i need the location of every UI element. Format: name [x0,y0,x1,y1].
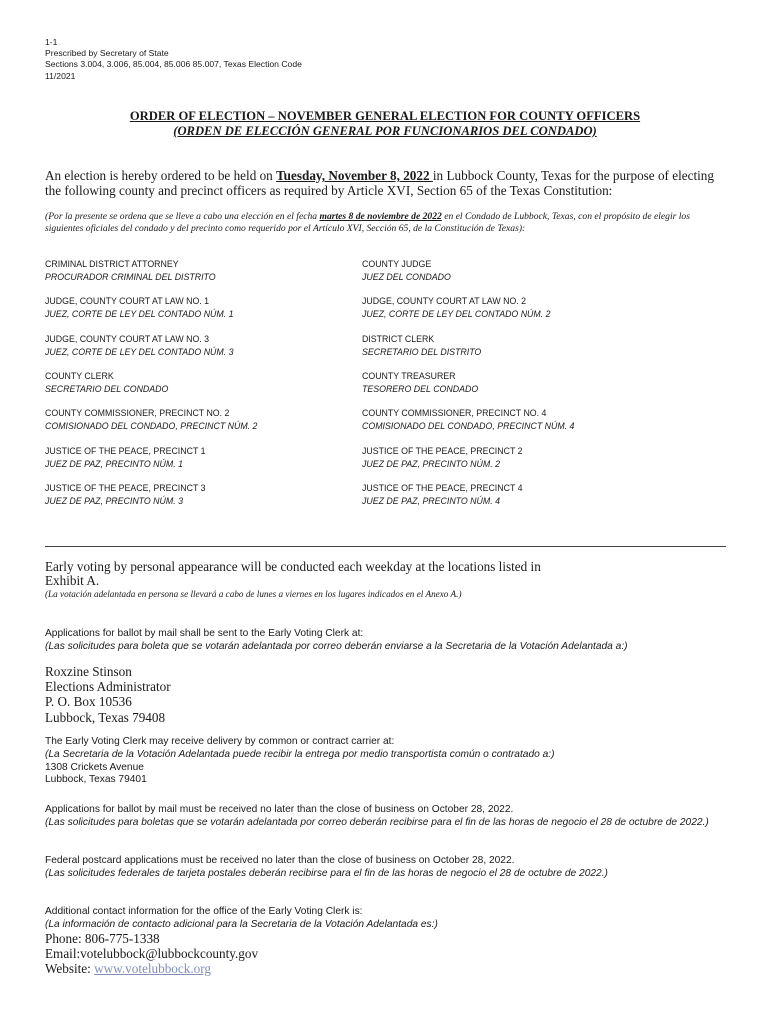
ballot-application-es: (Las solicitudes para boleta que se votarán adelantada por correo deberán enviarse a la Secretaria de la Votación Adelantada a:) [45,640,628,652]
po-box: P. O. Box 10536 [45,694,132,710]
office-item: COUNTY COMMISSIONER, PRECINCT NO. 2 COMISIONADO DEL CONDADO, PRECINCT NÚM. 2 [45,408,258,431]
election-date-spanish: martes 8 de noviembre de 2022 [319,211,442,222]
office-item: DISTRICT CLERK SECRETARIO DEL DISTRITO [362,334,482,357]
office-item: JUDGE, COUNTY COURT AT LAW NO. 1 JUEZ, CORTE DE LEY DEL CONTADO NÚM. 1 [45,296,234,319]
clerk-name: Roxzine Stinson [45,664,132,679]
office-item: JUDGE, COUNTY COURT AT LAW NO. 3 JUEZ, CORTE DE LEY DEL CONTADO NÚM. 3 [45,334,234,357]
form-header [45,37,302,82]
code-sections: Sections 3.004, 3.006, 85.004, 85.006 85.007, Texas Election Code [45,59,302,70]
contact-section: Additional contact information for the office of the Early Voting Clerk is: (La información de contacto adicional para la Secretaria de la Votación Adelantada es:) [45,906,438,930]
ballot-application-en: Applications for ballot by mail shall be sent to the Early Voting Clerk at: [45,628,364,639]
election-date: Tuesday, November 8, 2022 [276,168,433,183]
website-link[interactable]: www.votelubbock.org [94,961,211,977]
mailing-address [45,664,171,725]
office-item: COUNTY CLERK SECRETARIO DEL CONDADO [45,371,169,394]
clerk-title: Elections Administrator [45,679,171,695]
mail-deadline-section: Applications for ballot by mail must be received no later than the close of business on October 28, 2022. (Las solicitudes para boletas que se votarán adelantada por correo deberán recibirse para el fin de las horas de negocio el 28 de octubre de 2022.) [45,804,709,828]
early-voting-notice-spanish: (La votación adelantada en persona se llevará a cabo de lunes a viernes en los lugares indicados en el Anexo A.) [45,589,462,599]
phone-number: Phone: 806-775-1338 [45,931,160,946]
email-address: Email:votelubbock@lubbockcounty.gov [45,946,259,962]
intro-paragraph: An election is hereby ordered to be held on Tuesday, November 8, 2022 in Lubbock County, Texas for the purpose of electing the following county and precinct officers as required by Article XVI, Section 65 of the Texas Constitution: [45,168,714,198]
street-address: 1308 Crickets Avenue [45,761,144,773]
contact-details [45,931,258,977]
ballot-application-section [45,628,725,654]
office-item: JUSTICE OF THE PEACE, PRECINCT 3 JUEZ DE PAZ, PRECINTO NÚM. 3 [45,483,206,506]
document-title-spanish: (ORDEN DE ELECCIÓN GENERAL POR FUNCIONARIOS DEL CONDADO) [173,124,597,138]
office-item: JUSTICE OF THE PEACE, PRECINCT 1 JUEZ DE PAZ, PRECINTO NÚM. 1 [45,446,206,469]
office-item: JUSTICE OF THE PEACE, PRECINCT 4 JUEZ DE PAZ, PRECINTO NÚM. 4 [362,483,523,506]
carrier-section: The Early Voting Clerk may receive delivery by common or contract carrier at: (La Secretaria de la Votación Adelantada puede recibir la entrega por medio transportista común o contratado a:) 1308 Crickets Avenue Lubbock, Texas 79401 [45,736,725,787]
office-item: CRIMINAL DISTRICT ATTORNEY PROCURADOR CRIMINAL DEL DISTRITO [45,259,216,282]
mailing-city: Lubbock, Texas 79408 [45,709,166,725]
office-item: COUNTY TREASURER TESORERO DEL CONDADO [362,371,479,394]
street-city: Lubbock, Texas 79401 [45,774,147,786]
office-item: COUNTY JUDGE JUEZ DEL CONDADO [362,259,451,282]
form-date: 11/2021 [45,70,76,81]
office-item: COUNTY COMMISSIONER, PRECINCT NO. 4 COMISIONADO DEL CONDADO, PRECINCT NÚM. 4 [362,408,575,431]
intro-paragraph-spanish: (Por la presente se ordena que se lleve a cabo una elección en el fecha martes 8 de noviembre de 2022 en el Condado de Lubbock, Texas, con el propósito de elegir los siguientes oficiales del condado y del precinto como requerido por el Artículo XVI, Sección 65, de la Constitución de Texas): [45,211,690,235]
document-title: ORDER OF ELECTION – NOVEMBER GENERAL ELECTION FOR COUNTY OFFICERS [129,109,641,123]
office-item: JUSTICE OF THE PEACE, PRECINCT 2 JUEZ DE PAZ, PRECINTO NÚM. 2 [362,446,523,469]
form-number: 1-1 [45,37,58,47]
website-line: Website: www.votelubbock.org [45,961,211,977]
fpca-deadline-section: Federal postcard applications must be received no later than the close of business on October 28, 2022. (Las solicitudes federales de tarjeta postales deberán recibirse para el fin de las horas de negocio el 28 de octubre de 2022.) [45,855,608,879]
section-divider [45,546,726,547]
office-item: JUDGE, COUNTY COURT AT LAW NO. 2 JUEZ, CORTE DE LEY DEL CONTADO NÚM. 2 [362,296,551,319]
early-voting-notice: Early voting by personal appearance will be conducted each weekday at the locations listed in Exhibit A. [45,559,541,589]
prescribed-by: Prescribed by Secretary of State [45,48,169,59]
